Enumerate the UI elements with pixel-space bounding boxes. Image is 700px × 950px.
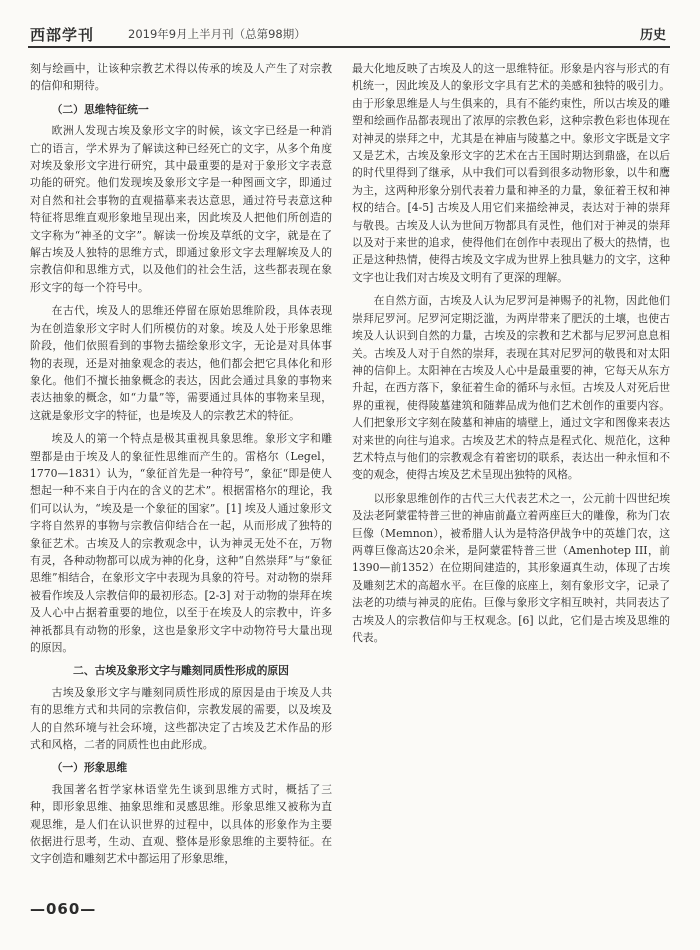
paragraph: 在古代，埃及人的思维还停留在原始思维阶段，具体表现为在创造象形文字时人们所模仿的对象。埃及人处于形象思维阶段，他们依照看到的事物去描绘象形文字，无论是对具体事物的表现，还是对抽象观念的表达，他们都会把它具体化和形象化。他们不擅长抽象概念的表达，因此会通过具象的事物来表达抽象的概念，如“力量”等，需要通过具体的事物来呈现，这就是象形文字的特征，也是埃及人的宗教艺术的特征。 [30,304,332,422]
paragraph: 欧洲人发现古埃及象形文字的时候，该文字已经是一种消亡的语言，学术界为了解读这种已经死亡的文字，从多个角度对埃及象形文字进行研究，其中最重要的是对于象形文字表意功能的研究。他们发现埃及象形文字是一种图画文字，即通过对自然和社会事物的直观描摹来表达意思，通过符号表意这种特征将思维直观形象地呈现出来，因此埃及人把他们所创造的文字称为“神圣的文字”。解读一份埃及草纸的文字，就是在了解古埃及人独特的思维方式，即通过象形文字去理解埃及人的宗教信仰和思维方式，以及他们的社会生活，这些都表现在象形文字的每一个符号中。 [30,124,332,294]
paragraph: 在自然方面，古埃及人认为尼罗河是神赐予的礼物，因此他们崇拜尼罗河。尼罗河定期泛滥，为两岸带来了肥沃的土壤，也使古埃及人认识到自然的力量，古埃及的宗教和艺术都与尼罗河息息相关。古埃及人对于自然的崇拜，表现在其对尼罗河的敬畏和对太阳神的信仰上。太阳神在古埃及人心中是最重要的神，它每天从东方升起，在西方落下，象征着生命的循环与永恒。古埃及人对死后世界的重视，使得陵墓建筑和随葬品成为他们艺术创作的重要内容。人们把象形文字刻在陵墓和神庙的墙壁上，通过文字和图像来表达对来世的向往与追求。古埃及艺术的特点是程式化、规范化，这种艺术特点与他们的宗教观念有着密切的联系，表达出一种永恒和不变的观念，使得古埃及艺术呈现出独特的风格。 [352,294,670,482]
running-header [28,18,670,48]
paragraph: 刻与绘画中，让该种宗教艺术得以传承的埃及人产生了对宗教的信仰和期待。 [30,62,332,93]
section-name: 历史 [639,28,666,43]
page-number: —060— [30,900,97,918]
paragraph: 埃及人的第一个特点是极其重视具象思维。象形文字和雕塑都是由于埃及人的象征性思维而产生的。雷格尔（Legel，1770—1831）认为，“象征首先是一种符号”，象征“即是使人想起一种不来自于内在的含义的艺术”。根据雷格尔的理论，我们可以认为，“埃及是一个象征的国家”。[1] 埃及人通过象形文字将自然界的事物与宗教信仰结合在一起，从而形成了独特的象征艺术。古埃及人的宗教观念中，认为神灵无处不在，万物有灵，各种动物都可以成为神的化身，这种“自然崇拜”与“象征思维”相结合，在象形文字中表现为具象的符号。对动物的崇拜被看作埃及人宗教信仰的最初形态。[2-3] 对于动物的崇拜在埃及人心中占据着重要的地位，以至于在埃及人的宗教中，许多神祇都具有动物的形象，这也是象形文字中动物符号大量出现的原因。 [30,432,332,654]
paragraph: 最大化地反映了古埃及人的这一思维特征。形象是内容与形式的有机统一，因此埃及人的象形文字具有艺术的美感和独特的吸引力。由于形象思维是人与生俱来的，具有不能约束性，所以古埃及的雕塑和绘画作品都表现出了浓厚的宗教色彩，这种宗教色彩也体现在对神灵的崇拜之中，尤其是在神庙与陵墓之中。象形文字既是文字又是艺术，古埃及象形文字的艺术在古王国时期达到鼎盛，在以后的时代里得到了继承，从中我们可以看到很多动物形象，以牛和鹰为主，这两种形象分别代表着力量和神圣的力量，象征着王权和神权的结合。[4-5] 古埃及人用它们来描绘神灵，表达对于神的崇拜与敬畏。古埃及人认为世间万物都具有灵性，他们对于神灵的崇拜以及对于来世的追求，使得他们在创作中表现出了极大的热情，也正是这种热情，使得古埃及文字成为世界上独具魅力的文字，这种文字也让我们对古埃及文明有了更深的理解。 [352,62,670,284]
subsection-heading: （一）形象思维 [51,761,128,775]
issue-info: 2019年9月上半月刊（总第98期） [128,27,306,41]
journal-title: 西部学刊 [30,26,95,44]
paragraph: 以形象思维创作的古代三大代表艺术之一，公元前十四世纪埃及法老阿蒙霍特普三世的神庙前矗立着两座巨大的雕像，称为门农巨像（Memnon），被希腊人认为是特洛伊战争中的英雄门农，这两尊巨像高达20余米，是阿蒙霍特普三世（Amenhotep III，前1390—前1352）在位期间建造的，其形象逼真生动，体现了古埃及雕刻艺术的高超水平。在巨像的底座上，刻有象形文字，记录了法老的功绩与神灵的庇佑。巨像与象形文字相互映衬，共同表达了古埃及人的宗教信仰与王权观念。[6] 以此，它们是古埃及思维的代表。 [352,491,670,644]
left-column [30,60,332,874]
paragraph: 古埃及象形文字与雕刻同质性形成的原因是由于埃及人共有的思维方式和共同的宗教信仰，宗教发展的需要，以及埃及人的自然环境与社会环境，这些都决定了古埃及艺术作品的形式和风格，二者的同质性也由此形成。 [30,685,332,752]
paragraph: 我国著名哲学家林语堂先生谈到思维方式时，概括了三种，即形象思维、抽象思维和灵感思维。形象思维又被称为直观思维，是人们在认识世界的过程中，以具体的形象作为主要依据进行思考，生动、直观、整体是形象思维的主要特征。在文字创造和雕刻艺术中都运用了形象思维， [30,782,332,866]
right-column [352,60,670,652]
section-heading: 二、古埃及象形文字与雕刻同质性形成的原因 [73,664,289,678]
subsection-heading: （二）思维特征统一 [51,102,149,116]
